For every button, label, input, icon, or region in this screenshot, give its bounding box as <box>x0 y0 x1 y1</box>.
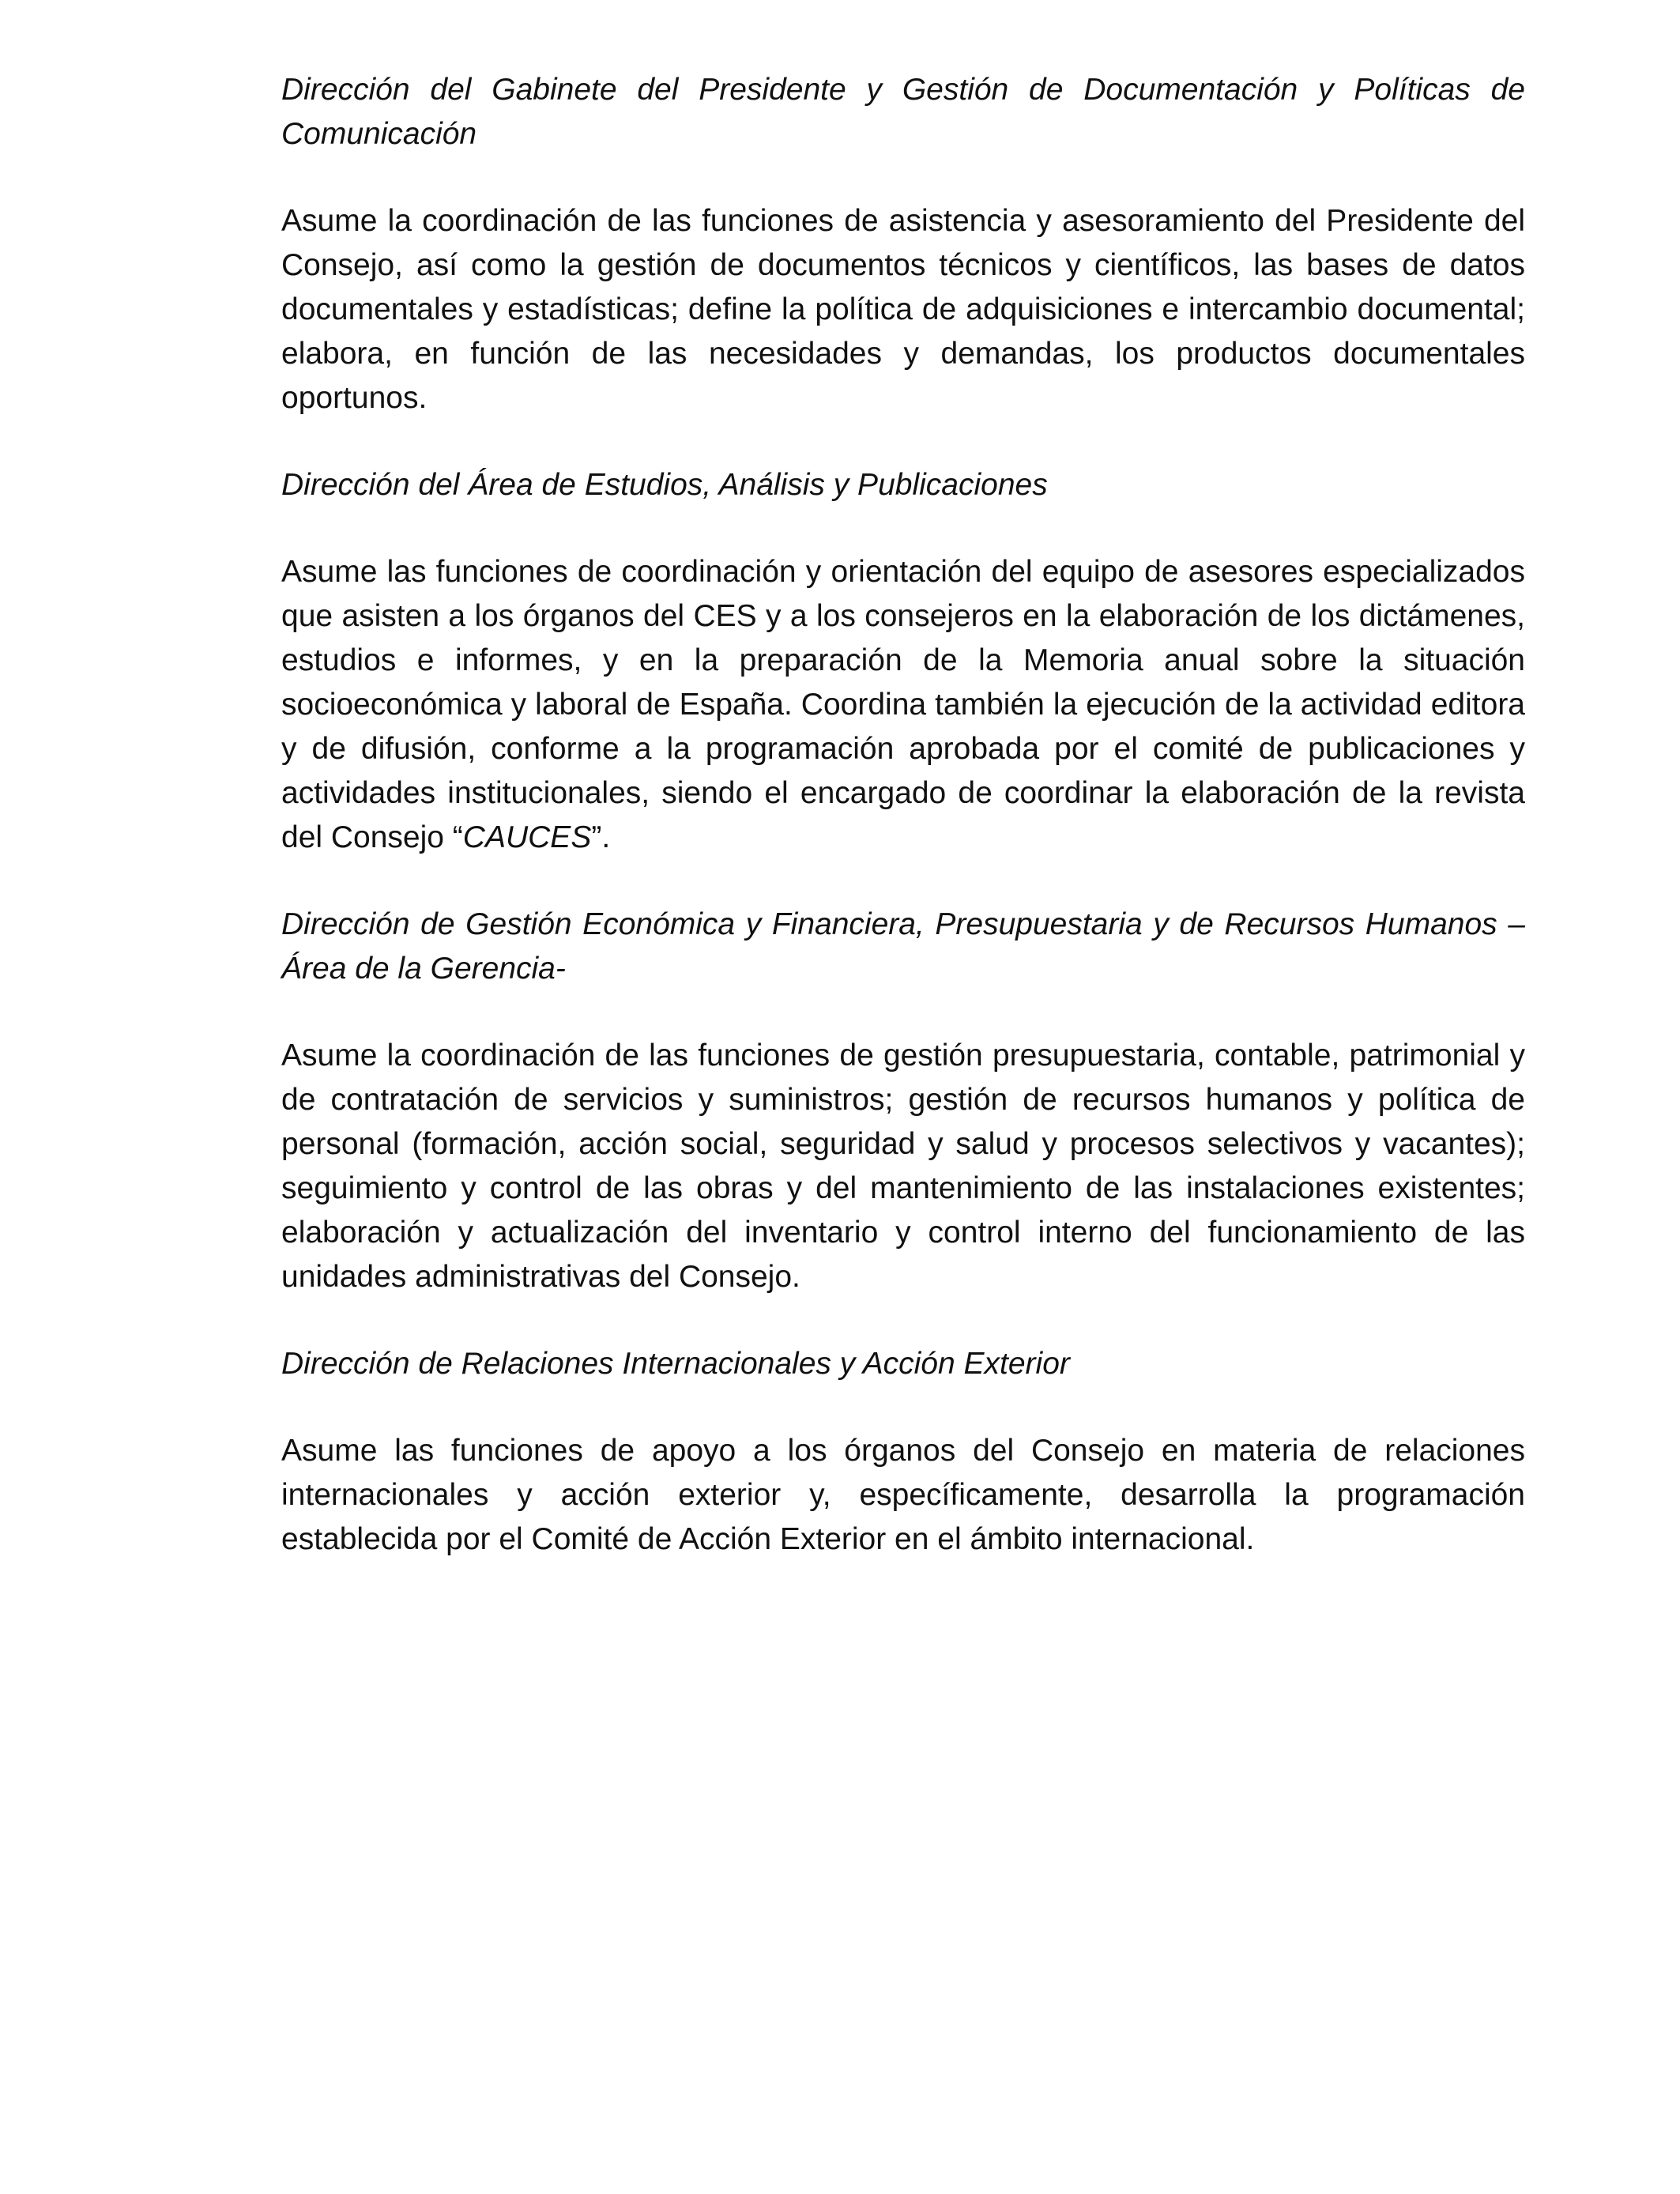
text-column <box>281 68 1525 1604</box>
section-body-internacionales: Asume las funciones de apoyo a los órganos del Consejo en materia de relaciones internacionales y acción exterior y, específicamente, desarrolla la programación establecida por el Comité de Acción Exterior en el ámbito internacional. <box>281 1434 1525 1556</box>
section-body-estudios-text: Asume las funciones de coordinación y orientación del equipo de asesores especializados que asisten a los órganos del CES y a los consejeros en la elaboración de los dictámenes, estudios e informes, y en la preparación de la Memoria anual sobre la situación socioeconómica y laboral de España. Coordina también la ejecución de la actividad editora y de difusión, conforme a la programación aprobada por el comité de publicaciones y actividades institucionales, siendo el encargado de coordinar la elaboración de la revista del Consejo “ <box>281 555 1525 854</box>
section-body-estudios-end: ”. <box>591 820 611 854</box>
section-body-estudios <box>281 550 1525 860</box>
section-heading-internacionales: Dirección de Relaciones Internacionales y Acción Exterior <box>281 1347 1070 1381</box>
section-heading-estudios: Dirección del Área de Estudios, Análisis y Publicaciones <box>281 468 1048 502</box>
section-heading-gerencia: Dirección de Gestión Económica y Financiera, Presupuestaria y de Recursos Humanos –Área de la Gerencia- <box>281 907 1525 986</box>
section-body-gabinete: Asume la coordinación de las funciones de asistencia y asesoramiento del Presidente del Consejo, así como la gestión de documentos técnicos y científicos, las bases de datos documentales y estadísticas; define la política de adquisiciones e intercambio documental; elabora, en función de las necesidades y demandas, los productos documentales oportunos. <box>281 204 1525 415</box>
section-heading-gabinete: Dirección del Gabinete del Presidente y Gestión de Documentación y Políticas de Comunicación <box>281 73 1525 151</box>
journal-title: CAUCES <box>462 820 592 854</box>
section-body-gerencia: Asume la coordinación de las funciones de gestión presupuestaria, contable, patrimonial y de contratación de servicios y suministros; gestión de recursos humanos y política de personal (formación, acción social, seguridad y salud y procesos selectivos y vacantes); seguimiento y control de las obras y del mantenimiento de las instalaciones existentes; elaboración y actualización del inventario y control interno del funcionamiento de las unidades administrativas del Consejo. <box>281 1039 1525 1294</box>
